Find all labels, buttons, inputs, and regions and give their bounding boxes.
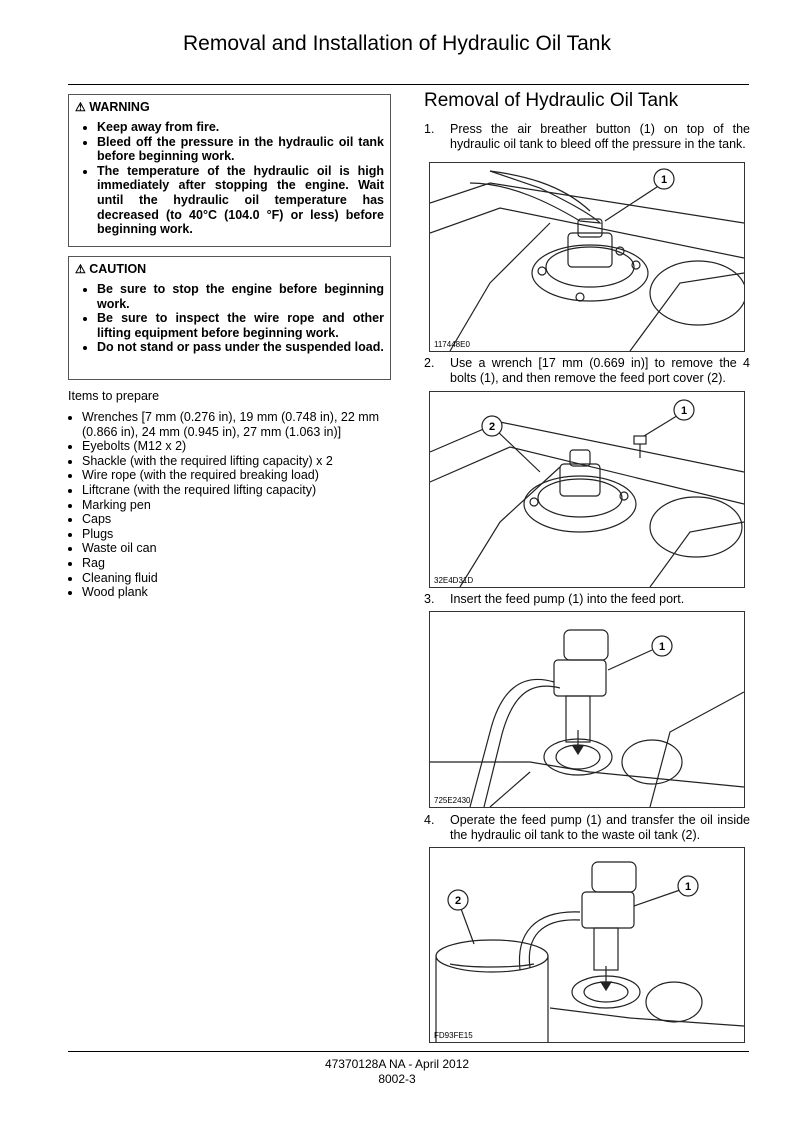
- callout-label: 1: [680, 405, 688, 417]
- warning-list: [75, 120, 384, 237]
- warning-heading: [75, 100, 384, 114]
- caution-box: [68, 256, 391, 380]
- list-item: • Marking pen: [82, 498, 412, 513]
- warning-item: • Bleed off the pressure in the hydraulic oil tank before beginning work.: [97, 135, 384, 164]
- items-to-prepare-title: Items to prepare: [68, 389, 160, 403]
- warning-heading-text: WARNING: [89, 100, 150, 114]
- figure-step-3: [429, 611, 745, 808]
- list-item: • Wrenches [7 mm (0.276 in), 19 mm (0.748 in), 22 mm (0.866 in), 24 mm (0.945 in), 27 mm (1.063 in)]: [82, 410, 412, 439]
- list-item: • Eyebolts (M12 x 2): [82, 439, 412, 454]
- figure-step-2: [429, 391, 745, 588]
- step-4: [424, 813, 750, 842]
- top-divider: [68, 84, 749, 85]
- list-item: • Wood plank: [82, 585, 412, 600]
- page-title: Removal and Installation of Hydraulic Oil Tank: [183, 32, 611, 55]
- caution-item: • Do not stand or pass under the suspended load.: [97, 340, 384, 355]
- footer-doc-id: 47370128A NA - April 2012: [324, 1057, 470, 1071]
- step-2: [424, 356, 750, 385]
- callout-label: 1: [684, 881, 692, 893]
- feed-port-cover-illustration: [430, 392, 744, 587]
- section-heading: Removal of Hydraulic Oil Tank: [424, 90, 679, 111]
- list-item: • Rag: [82, 556, 412, 571]
- step-text: Use a wrench [17 mm (0.669 in)] to remove the 4 bolts (1), and then remove the feed port cover (2).: [450, 356, 750, 385]
- caution-heading: [75, 262, 384, 276]
- figure-code: FD93FE15: [434, 1031, 473, 1040]
- figure-code: 32E4D31D: [434, 576, 474, 585]
- caution-list: [75, 282, 384, 355]
- step-text: Press the air breather button (1) on top of the hydraulic oil tank to bleed off the pressure in the tank.: [450, 122, 750, 151]
- caution-heading-text: CAUTION: [89, 262, 147, 276]
- list-item: • Wire rope (with the required breaking load): [82, 468, 412, 483]
- oil-transfer-illustration: [430, 848, 744, 1042]
- step-1: [424, 122, 750, 151]
- warning-item: • The temperature of the hydraulic oil is high immediately after stopping the engine. Wait until the hydraulic oil temperature has decreased (to 40°C (104.0 °F) or less) before beginning work.: [97, 164, 384, 237]
- list-item: • Caps: [82, 512, 412, 527]
- caution-item: • Be sure to stop the engine before beginning work.: [97, 282, 384, 311]
- bottom-divider: [68, 1051, 749, 1052]
- callout-label: 1: [658, 641, 666, 653]
- figure-code: 725E2430: [434, 796, 471, 805]
- callout-label: 1: [660, 174, 668, 186]
- step-number: 1.: [424, 122, 435, 136]
- figure-code: 117448E0: [434, 340, 470, 349]
- footer-page-number: 8002-3: [378, 1072, 416, 1086]
- warning-box: [68, 94, 391, 247]
- figure-step-1: [429, 162, 745, 352]
- callout-label: 2: [488, 421, 496, 433]
- list-item: • Liftcrane (with the required lifting capacity): [82, 483, 412, 498]
- warning-triangle-icon: ⚠: [75, 100, 86, 114]
- list-item: • Plugs: [82, 527, 412, 542]
- figure-step-4: [429, 847, 745, 1043]
- step-text: Insert the feed pump (1) into the feed port.: [450, 592, 685, 606]
- callout-label: 2: [454, 895, 462, 907]
- step-text: Operate the feed pump (1) and transfer the oil inside the hydraulic oil tank to the waste oil tank (2).: [450, 813, 750, 842]
- warning-item: • Keep away from fire.: [97, 120, 384, 135]
- list-item: • Waste oil can: [82, 541, 412, 556]
- air-breather-illustration: [430, 163, 744, 351]
- step-number: 2.: [424, 356, 435, 370]
- items-to-prepare-list: [68, 410, 412, 600]
- caution-triangle-icon: ⚠: [75, 262, 86, 276]
- step-number: 4.: [424, 813, 435, 827]
- list-item: • Shackle (with the required lifting capacity) x 2: [82, 454, 412, 469]
- list-item: • Cleaning fluid: [82, 571, 412, 586]
- step-3: [424, 592, 750, 607]
- caution-item: • Be sure to inspect the wire rope and other lifting equipment before beginning work.: [97, 311, 384, 340]
- step-number: 3.: [424, 592, 435, 606]
- feed-pump-illustration: [430, 612, 744, 807]
